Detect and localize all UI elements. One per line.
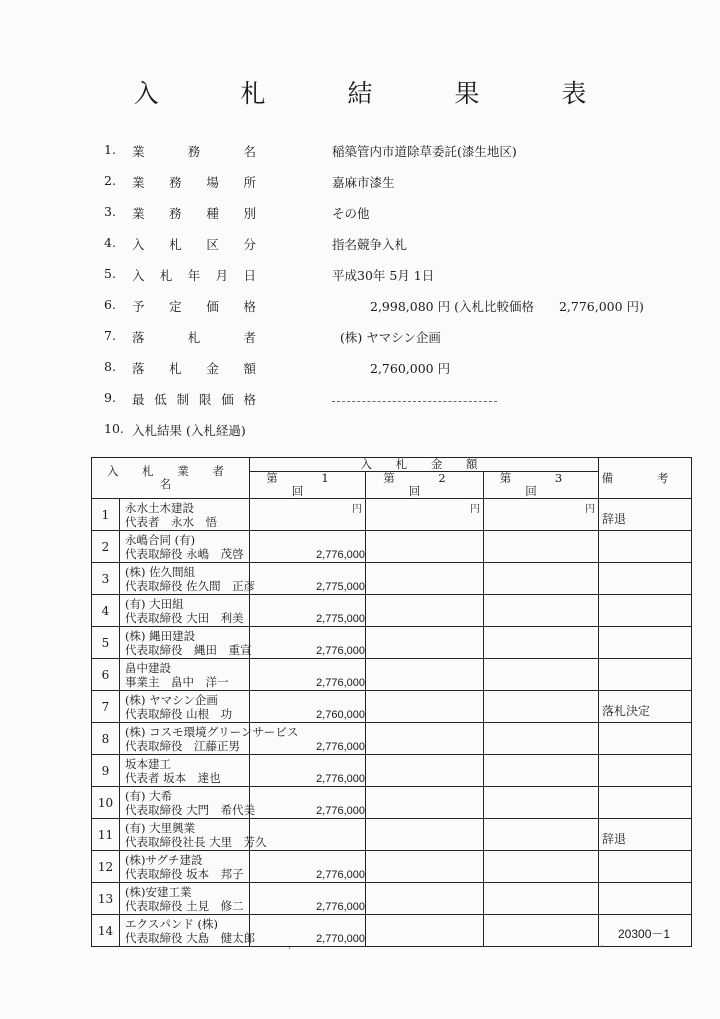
info-label: 入 札 区 分 (132, 237, 256, 252)
bidder-name (120, 691, 250, 723)
bid-amount-round-2 (366, 819, 484, 851)
table-row (92, 851, 692, 883)
header-note: 備 考 (599, 458, 692, 499)
row-number: 13 (92, 883, 120, 915)
bidder-name (120, 755, 250, 787)
info-row (104, 328, 664, 359)
row-number: 10 (92, 787, 120, 819)
bid-amount-round-3 (484, 595, 599, 627)
representative: 代表取締役 縄田 重宣 (125, 643, 252, 657)
info-value (332, 390, 497, 405)
remarks (599, 595, 692, 627)
bid-amount-round-2 (366, 851, 484, 883)
amount-value: 2,775,000 (316, 613, 365, 625)
info-number: 2. (104, 173, 116, 188)
remarks (599, 563, 692, 595)
amount-value: 2,776,000 (316, 549, 365, 561)
info-label: 業 務 名 (132, 144, 256, 159)
table-row (92, 531, 692, 563)
bid-amount-round-1 (250, 787, 366, 819)
header-round-3: 第 3 回 (484, 472, 599, 499)
bidder-name (120, 563, 256, 595)
remarks (599, 659, 692, 691)
table-row (92, 595, 692, 627)
representative: 代表取締役 坂本 邦子 (125, 867, 244, 881)
header-round-1: 第 1 回 (250, 472, 366, 499)
yen-unit: 円 (352, 504, 362, 515)
bid-amount-round-2 (366, 755, 484, 787)
representative: 代表取締役 永嶋 茂啓 (125, 547, 244, 561)
table-row (92, 659, 692, 691)
row-number: 1 (92, 499, 120, 531)
info-value: 2,760,000 円 (370, 361, 451, 376)
company-name: 畠中建設 (125, 661, 171, 675)
bidder-name (120, 883, 250, 915)
company-name: エクスパンド (株) (125, 917, 219, 931)
bid-amount-round-3 (484, 819, 599, 851)
table-row (92, 787, 692, 819)
company-name: (株)安建工業 (125, 885, 192, 899)
bid-amount-round-1 (250, 851, 366, 883)
company-name: (株) コスモ環境グリーンサービス (125, 725, 299, 739)
bid-amount-round-1 (250, 883, 366, 915)
info-number: 4. (104, 235, 116, 250)
table-row (92, 883, 692, 915)
bid-amount-round-2 (366, 499, 484, 531)
remarks: 落札決定 (599, 691, 692, 723)
bid-amount-round-2 (366, 563, 484, 595)
info-row (104, 142, 664, 173)
row-number: 8 (92, 723, 120, 755)
info-row (104, 421, 664, 452)
company-name: (株) ヤマシン企画 (125, 693, 218, 707)
amount-value: 2,776,000 (316, 869, 365, 881)
bid-amount-round-1 (250, 499, 366, 531)
info-label: 入 札 年 月 日 (132, 268, 256, 283)
info-label: 最 低 制 限 価 格 (132, 392, 256, 407)
bid-amount-round-3 (484, 659, 599, 691)
company-name: (株)サグチ建設 (125, 853, 203, 867)
table-row (92, 499, 692, 531)
company-name: (有) 大田組 (125, 597, 184, 611)
amount-value: 2,760,000 (316, 709, 365, 721)
company-name: 永水土木建設 (125, 501, 194, 515)
table-row (92, 627, 692, 659)
row-number: 14 (92, 915, 120, 947)
bid-amount-round-2 (366, 627, 484, 659)
info-value: 稲築管内市道除草委託(漆生地区) (332, 144, 517, 159)
row-number: 12 (92, 851, 120, 883)
info-row (104, 390, 664, 421)
bid-amount-round-1 (250, 595, 366, 627)
bid-amount-round-3 (484, 755, 599, 787)
bid-amount-round-2 (366, 531, 484, 563)
info-number: 10. (104, 421, 124, 436)
representative: 代表取締役 土見 修二 (125, 899, 244, 913)
bid-amount-round-3 (484, 627, 599, 659)
amount-value: 2,776,000 (316, 645, 365, 657)
representative: 代表者 永水 悟 (125, 515, 217, 529)
bid-amount-round-3 (484, 787, 599, 819)
info-number: 5. (104, 266, 116, 281)
bid-amount-round-2 (366, 659, 484, 691)
amount-value: 2,776,000 (316, 677, 365, 689)
page-title: 入 札 結 果 表 (133, 79, 624, 108)
representative: 代表取締役 大田 利美 (125, 611, 244, 625)
row-number: 4 (92, 595, 120, 627)
remarks (599, 755, 692, 787)
info-number: 3. (104, 204, 116, 219)
amount-value: 2,776,000 (316, 805, 365, 817)
bid-results-table (91, 457, 692, 947)
company-name: (株) 縄田建設 (125, 629, 196, 643)
bidder-name (120, 787, 256, 819)
info-label: 業 務 種 別 (132, 206, 256, 221)
bidder-name (120, 627, 250, 659)
row-number: 5 (92, 627, 120, 659)
representative: 代表者 坂本 達也 (125, 771, 221, 785)
bidder-name (120, 499, 250, 531)
remarks (599, 531, 692, 563)
header-amount: 入 札 金 額 (250, 458, 599, 472)
bid-amount-round-3 (484, 915, 599, 947)
amount-value: 2,775,000 (316, 581, 365, 593)
bidder-name (120, 659, 250, 691)
info-value: その他 (332, 206, 370, 221)
bid-amount-round-1 (250, 659, 366, 691)
company-name: (株) 佐久間組 (125, 565, 196, 579)
bidder-name (120, 531, 250, 563)
bidder-name (120, 595, 250, 627)
representative: 事業主 畠中 洋一 (125, 675, 229, 689)
info-label: 業 務 場 所 (132, 175, 256, 190)
table-row (92, 755, 692, 787)
bid-amount-round-1 (250, 691, 366, 723)
info-number: 9. (104, 390, 116, 405)
info-number: 6. (104, 297, 116, 312)
bid-amount-round-2 (366, 915, 484, 947)
remarks (599, 851, 692, 883)
bid-amount-round-1 (250, 755, 366, 787)
row-number: 6 (92, 659, 120, 691)
amount-value: 2,776,000 (316, 741, 365, 753)
row-number: 9 (92, 755, 120, 787)
remarks (599, 723, 692, 755)
table-row (92, 723, 692, 755)
remarks (599, 787, 692, 819)
bid-amount-round-3 (484, 691, 599, 723)
company-name: (有) 大希 (125, 789, 173, 803)
header-bidder: 入 札 業 者 名 (92, 458, 250, 499)
info-row (104, 235, 664, 266)
representative: 代表取締役 大門 希代美 (125, 803, 256, 817)
company-name: 永嶋合同 (有) (125, 533, 196, 547)
row-number: 2 (92, 531, 120, 563)
info-number: 1. (104, 142, 116, 157)
info-row (104, 297, 664, 328)
bidder-name (120, 915, 256, 947)
company-name: 坂本建工 (125, 757, 171, 771)
table-row (92, 691, 692, 723)
info-row (104, 204, 664, 235)
bid-amount-round-2 (366, 723, 484, 755)
bid-amount-round-1 (250, 563, 366, 595)
row-number: 11 (92, 819, 120, 851)
bid-amount-round-2 (366, 883, 484, 915)
bidder-name (120, 819, 267, 851)
bid-amount-round-3 (484, 563, 599, 595)
bid-amount-round-2 (366, 691, 484, 723)
representative: 代表取締役社長 大里 芳久 (125, 835, 267, 849)
info-value: 平成30年 5月 1日 (332, 268, 435, 283)
bid-amount-round-3 (484, 883, 599, 915)
representative: 代表取締役 江藤正男 (125, 739, 240, 753)
info-row (104, 266, 664, 297)
bid-amount-round-3 (484, 851, 599, 883)
info-label: 落 札 金 額 (132, 361, 256, 376)
header-round-2: 第 2 回 (366, 472, 484, 499)
info-number: 8. (104, 359, 116, 374)
amount-value: 2,776,000 (316, 773, 365, 785)
info-value: 2,998,080 円 (入札比較価格 2,776,000 円) (370, 299, 644, 314)
yen-unit: 円 (585, 504, 595, 515)
table-row (92, 819, 692, 851)
representative: 代表取締役 佐久間 正彦 (125, 579, 256, 593)
document-code: 20300－1 (618, 927, 671, 941)
bid-amount-round-2 (366, 787, 484, 819)
bid-amount-round-1 (250, 531, 366, 563)
info-value: 嘉麻市漆生 (332, 175, 395, 190)
info-row (104, 173, 664, 204)
bidder-name (120, 723, 299, 755)
remarks: 辞退 (599, 819, 692, 851)
bid-amount-round-3 (484, 723, 599, 755)
info-row (104, 359, 664, 390)
info-value: 指名競争入札 (332, 237, 408, 252)
table-row (92, 563, 692, 595)
info-label: 予 定 価 格 (132, 299, 256, 314)
info-label: 落 札 者 (132, 330, 256, 345)
row-number: 3 (92, 563, 120, 595)
info-number: 7. (104, 328, 116, 343)
bid-amount-round-1 (250, 819, 366, 851)
amount-value: 2,770,000 (316, 933, 365, 945)
representative: 代表取締役 大島 健太郎 (125, 931, 256, 945)
bid-amount-round-3 (484, 531, 599, 563)
project-info-list (104, 142, 664, 452)
remarks (599, 627, 692, 659)
bid-amount-round-1 (250, 723, 366, 755)
info-label: 入札結果 (入札経過) (132, 423, 246, 438)
bid-amount-round-3 (484, 499, 599, 531)
bidder-name (120, 851, 250, 883)
representative: 代表取締役 山根 功 (125, 707, 233, 721)
amount-value: 2,776,000 (316, 901, 365, 913)
row-number: 7 (92, 691, 120, 723)
company-name: (有) 大里興業 (125, 821, 196, 835)
remarks: 辞退 (599, 499, 692, 531)
blank-line (332, 394, 497, 402)
yen-unit: 円 (470, 504, 480, 515)
info-value: (株) ヤマシン企画 (340, 330, 441, 345)
bid-amount-round-2 (366, 595, 484, 627)
bid-amount-round-1 (250, 627, 366, 659)
bid-amount-round-1 (250, 915, 366, 947)
remarks (599, 883, 692, 915)
